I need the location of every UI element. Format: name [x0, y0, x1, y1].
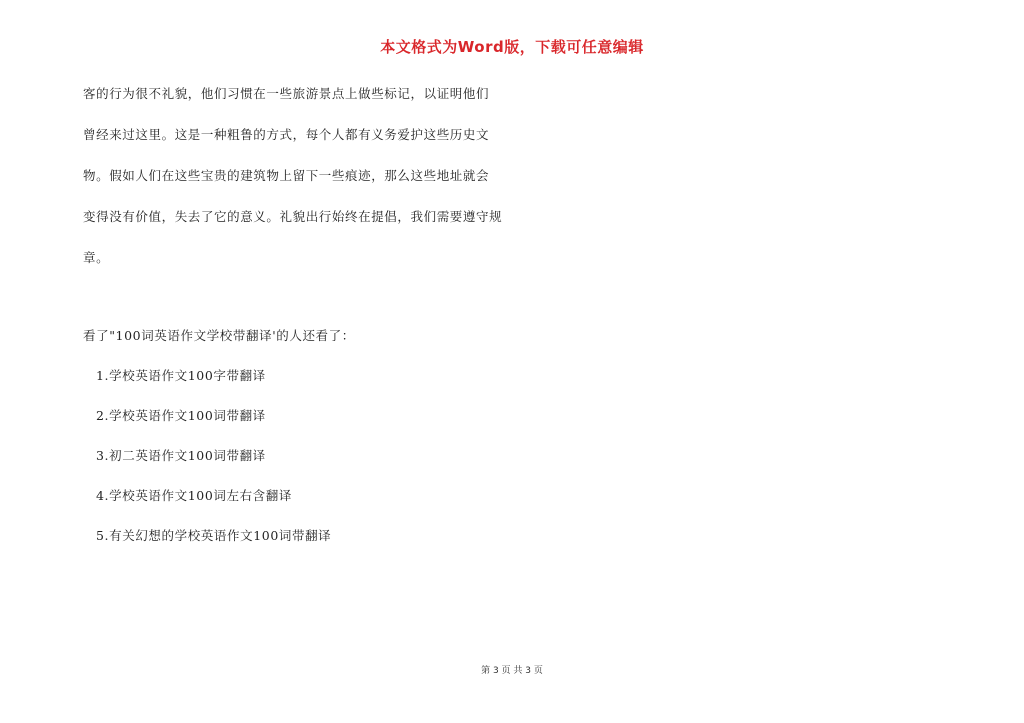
- article-line: 物。假如人们在这些宝贵的建筑物上留下一些痕迹，那么这些地址就会: [83, 168, 490, 183]
- article-line: 章。: [83, 250, 110, 265]
- page-indicator: 第 3 页 共 3 页: [481, 666, 543, 676]
- related-link[interactable]: 1.学校英语作文100字带翻译: [96, 368, 266, 383]
- related-link[interactable]: 4.学校英语作文100词左右含翻译: [96, 488, 292, 503]
- article-line: 曾经来过这里。这是一种粗鲁的方式，每个人都有义务爱护这些历史文: [83, 127, 490, 142]
- article-line: 变得没有价值，失去了它的意义。礼貌出行始终在提倡，我们需要遵守规: [83, 209, 503, 224]
- related-link[interactable]: 2.学校英语作文100词带翻译: [96, 408, 266, 423]
- related-link[interactable]: 5.有关幻想的学校英语作文100词带翻译: [96, 528, 332, 543]
- word-format-banner: 本文格式为Word版，下载可任意编辑: [380, 38, 644, 56]
- related-list: [96, 366, 331, 566]
- related-link[interactable]: 3.初二英语作文100词带翻译: [96, 448, 266, 463]
- related-heading: 看了"100词英语作文学校带翻译'的人还看了：: [83, 328, 355, 343]
- article-body: [83, 84, 513, 289]
- article-line: 客的行为很不礼貌，他们习惯在一些旅游景点上做些标记，以证明他们: [83, 86, 490, 101]
